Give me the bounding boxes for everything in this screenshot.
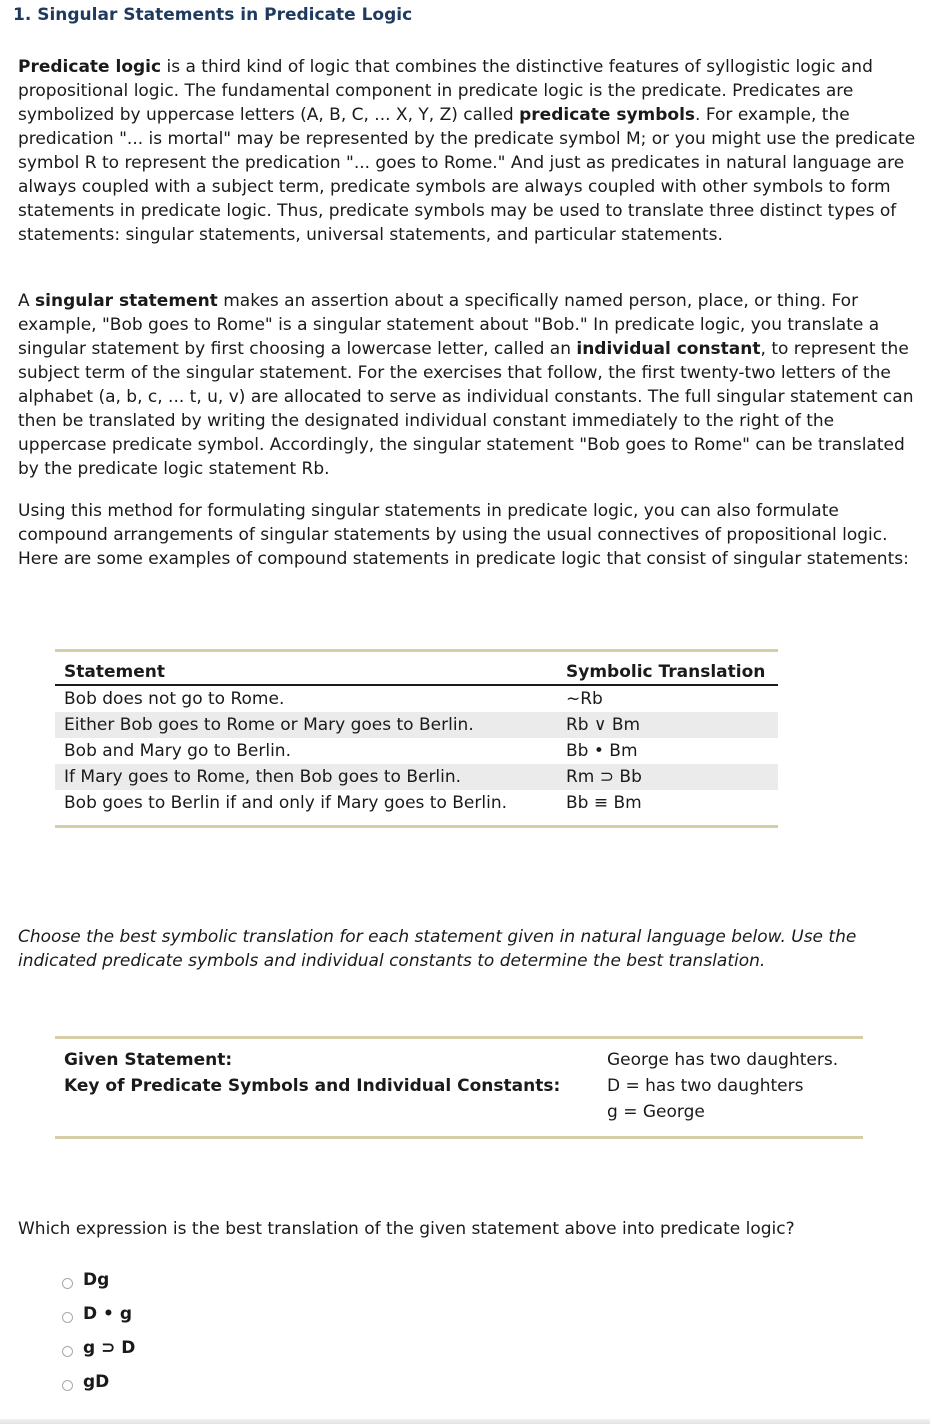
option-label: g ⊃ D: [83, 1338, 136, 1358]
symbolic-cell: Rb ∨ Bm: [557, 712, 778, 738]
radio-button[interactable]: [62, 1278, 73, 1289]
given-statement-box: [55, 1050, 863, 1128]
intro-paragraph-singular-statement: A singular statement makes an assertion about a specifically named person, place, or thing. For example, "Bob goes to Rome" is a singular statement about "Bob." In predicate logic, you translate a singular statement by first choosing a lowercase letter, called an individual constant, to represent the subject term of the singular statement. For the exercises that follow, the first twenty-two letters of the alphabet (a, b, c, ... t, u, v) are allocated to serve as individual constants. The full singular statement can then be translated by writing the designated individual constant immediately to the right of the uppercase predicate symbol. Accordingly, the singular statement "Bob goes to Rome" can be translated by the predicate logic statement Rb.: [18, 291, 914, 479]
given-statement-label: Given Statement:: [64, 1050, 233, 1070]
answer-option-dg[interactable]: [62, 1263, 135, 1297]
symbolic-cell: ~Rb: [566, 689, 603, 709]
table-row: [55, 764, 778, 790]
key-label: Key of Predicate Symbols and Individual Constants:: [64, 1076, 561, 1096]
intro-paragraph-predicate-logic: Predicate logic is a third kind of logic that combines the distinctive features of syllogistic logic and propositional logic. The fundamental component in predicate logic is the predicate. Predicates are symbolized by uppercase letters (A, B, C, ... X, Y, Z) called predicate symbols. For example, the predication "... is mortal" may be represented by the predicate symbol M; or you might use the predicate symbol R to represent the predication "... goes to Rome." And just as predicates in natural language are always coupled with a subject term, predicate symbols are always coupled with other symbols to form statements in predicate logic. Thus, predicate symbols may be used to translate three distinct types of statements: singular statements, universal statements, and particular statements.: [18, 57, 916, 245]
intro-paragraph-compound: Using this method for formulating singular statements in predicate logic, you can also formulate compound arrangements of singular statements by using the usual connectives of propositional logic. Here are some examples of compound statements in predicate logic that consist of singular statements:: [18, 501, 909, 569]
table-row: [55, 790, 778, 816]
bold-term: singular statement: [35, 291, 218, 311]
examples-table-bottom-rule: [55, 825, 778, 828]
key-value: g = George: [607, 1102, 705, 1122]
column-header-statement: Statement: [55, 660, 557, 685]
key-spacer: [55, 1102, 598, 1128]
symbolic-cell: Rm ⊃ Bb: [557, 764, 778, 790]
symbolic-cell: Bb • Bm: [566, 741, 638, 761]
bottom-edge-shadow: [0, 1419, 930, 1424]
examples-table-top-rule: [55, 649, 778, 652]
statement-cell: Bob and Mary go to Berlin.: [64, 741, 291, 761]
statement-cell: Bob does not go to Rome.: [64, 689, 285, 709]
question-text: Which expression is the best translation of the given statement above into predicate logic?: [18, 1219, 795, 1239]
statement-cell: Bob goes to Berlin if and only if Mary goes to Berlin.: [64, 793, 508, 813]
answer-option-d-dot-g[interactable]: [62, 1297, 135, 1331]
bold-term: Predicate logic: [18, 57, 162, 77]
bold-term: individual constant: [576, 339, 761, 359]
column-header-symbolic: Symbolic Translation: [557, 660, 778, 685]
radio-button[interactable]: [62, 1380, 73, 1391]
answer-option-g-horseshoe-d[interactable]: [62, 1331, 135, 1365]
option-label: Dg: [83, 1270, 110, 1290]
answer-options: [62, 1263, 135, 1399]
instructions: Choose the best symbolic translation for each statement given in natural language below. Use the indicated predicate symbols and individual constants to determine the best translation.: [18, 927, 857, 971]
examples-table: [55, 660, 778, 816]
given-box-top-rule: [55, 1036, 863, 1039]
symbolic-cell: Bb ≡ Bm: [566, 793, 642, 813]
given-box-bottom-rule: [55, 1136, 863, 1139]
given-statement-value: George has two daughters.: [607, 1050, 839, 1070]
answer-option-gd[interactable]: [62, 1365, 135, 1399]
statement-cell: If Mary goes to Rome, then Bob goes to Berlin.: [55, 764, 557, 790]
radio-button[interactable]: [62, 1346, 73, 1357]
option-label: D • g: [83, 1304, 132, 1324]
page-title: 1. Singular Statements in Predicate Logic: [13, 5, 413, 25]
radio-button[interactable]: [62, 1312, 73, 1323]
bold-term: predicate symbols: [519, 105, 696, 125]
option-label: gD: [83, 1372, 110, 1392]
statement-cell: Either Bob goes to Rome or Mary goes to Berlin.: [55, 712, 557, 738]
table-row: [55, 712, 778, 738]
key-value: D = has two daughters: [607, 1076, 804, 1096]
table-row: [55, 685, 778, 712]
table-row: [55, 738, 778, 764]
